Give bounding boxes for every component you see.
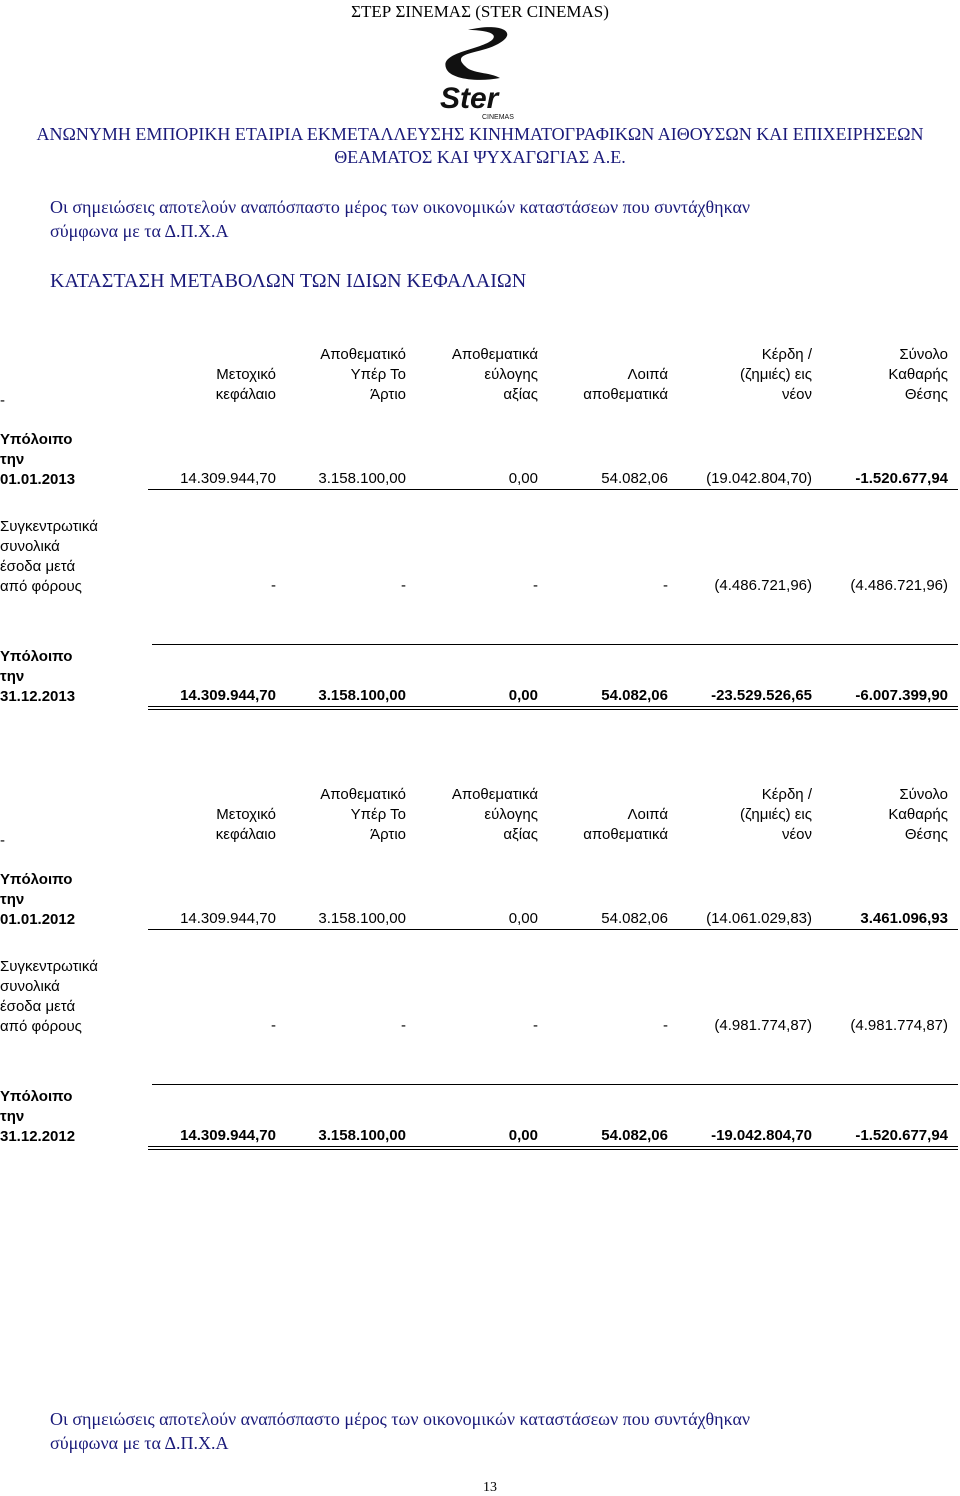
- value-cell: -: [271, 1017, 276, 1034]
- row-label-line: την: [0, 668, 25, 685]
- column-header-line: Καθαρής: [888, 366, 948, 383]
- row-label: [0, 1087, 75, 1147]
- value-cell: -: [401, 577, 406, 594]
- column-header-line: Λοιπά: [627, 806, 668, 823]
- row-label-line: συνολικά: [0, 978, 60, 995]
- row-dash-label: -: [0, 832, 5, 849]
- column-header-line: Λοιπά: [627, 366, 668, 383]
- column-header: [116, 805, 276, 845]
- row-label-line: την: [0, 1108, 25, 1125]
- column-header-line: Υπέρ Το: [350, 366, 406, 383]
- row-label: [0, 647, 75, 707]
- column-header-line: Άρτιο: [370, 826, 406, 843]
- value-cell: (14.061.029,83): [706, 910, 812, 927]
- column-header-line: αξίας: [503, 386, 538, 403]
- row-underline: [148, 929, 958, 930]
- column-header-line: κεφάλαιο: [215, 826, 276, 843]
- row-label: [0, 430, 75, 490]
- value-cell: 54.082,06: [601, 687, 668, 704]
- page-number: 13: [483, 1480, 497, 1495]
- row-dash-label: -: [0, 392, 5, 409]
- column-header-line: Σύνολο: [899, 346, 948, 363]
- column-header: [508, 805, 668, 845]
- value-cell: 0,00: [508, 910, 538, 927]
- notes-line: Οι σημειώσεις αποτελούν αναπόσπαστο μέρος των οικονομικών καταστάσεων που συντάχθηκαν: [50, 197, 751, 217]
- column-header: [652, 785, 812, 845]
- column-header-line: Υπέρ Το: [350, 806, 406, 823]
- statement-title: ΚΑΤΑΣΤΑΣΗ ΜΕΤΑΒΟΛΩΝ ΤΩΝ ΙΔΙΩΝ ΚΕΦΑΛΑΙΩΝ: [50, 270, 527, 292]
- column-header-line: Μετοχικό: [216, 806, 276, 823]
- value-cell: 3.158.100,00: [318, 470, 406, 487]
- column-header-line: Καθαρής: [888, 806, 948, 823]
- row-label-line: 31.12.2012: [0, 1128, 76, 1145]
- column-header-line: αξίας: [503, 826, 538, 843]
- value-cell: 0,00: [508, 470, 538, 487]
- value-cell: 3.461.096,93: [860, 910, 948, 927]
- total-double-underline: [148, 1146, 958, 1150]
- value-cell: 54.082,06: [601, 1127, 668, 1144]
- row-label-line: την: [0, 451, 25, 468]
- logo-subtext: CINEMAS: [482, 114, 514, 121]
- value-cell: 54.082,06: [601, 910, 668, 927]
- value-cell: (4.486.721,96): [850, 577, 948, 594]
- value-cell: 14.309.944,70: [180, 470, 276, 487]
- column-header-line: εύλογης: [484, 806, 538, 823]
- column-header: [246, 345, 406, 405]
- row-label-line: έσοδα μετά: [0, 998, 76, 1015]
- logo-wordmark: Ster: [440, 82, 499, 115]
- column-header-line: αποθεματικά: [583, 386, 668, 403]
- notes-disclaimer-bottom: [50, 1407, 910, 1455]
- column-header-line: Αποθεματικά: [451, 786, 538, 803]
- row-label-line: συνολικά: [0, 538, 60, 555]
- column-header-line: Κέρδη /: [761, 346, 812, 363]
- row-label-line: Υπόλοιπο: [0, 431, 73, 448]
- column-header: [378, 785, 538, 845]
- column-header: [652, 345, 812, 405]
- value-cell: -1.520.677,94: [855, 470, 948, 487]
- value-cell: 0,00: [508, 1127, 538, 1144]
- value-cell: 3.158.100,00: [318, 910, 406, 927]
- column-header-line: Μετοχικό: [216, 366, 276, 383]
- row-label: [0, 957, 98, 1037]
- column-header-line: Άρτιο: [370, 386, 406, 403]
- ster-cinemas-logo: [410, 22, 550, 122]
- value-cell: (4.981.774,87): [850, 1017, 948, 1034]
- column-header-line: Αποθεματικά: [451, 346, 538, 363]
- column-header-line: κεφάλαιο: [215, 386, 276, 403]
- company-full-name-line1: ΑΝΩΝΥΜΗ ΕΜΠΟΡΙΚΗ ΕΤΑΙΡΙΑ ΕΚΜΕΤΑΛΛΕΥΣΗΣ ΚΙΝΗΜΑΤΟΓΡΑΦΙΚΩΝ ΑΙΘΟΥΣΩΝ ΚΑΙ ΕΠΙΧΕΙΡΗΣΕΩΝ: [36, 124, 924, 144]
- value-cell: (19.042.804,70): [706, 470, 812, 487]
- value-cell: -: [663, 1017, 668, 1034]
- row-label-line: Συγκεντρωτικά: [0, 958, 98, 975]
- value-cell: -: [401, 1017, 406, 1034]
- value-cell: 14.309.944,70: [180, 687, 276, 704]
- value-cell: -: [663, 577, 668, 594]
- row-label-line: 31.12.2013: [0, 688, 76, 705]
- column-header-line: αποθεματικά: [583, 826, 668, 843]
- value-cell: 3.158.100,00: [318, 687, 406, 704]
- column-header-line: Κέρδη /: [761, 786, 812, 803]
- notes-line: Οι σημειώσεις αποτελούν αναπόσπαστο μέρος των οικονομικών καταστάσεων που συντάχθηκαν: [50, 1409, 751, 1429]
- company-full-name-line2: ΘΕΑΜΑΤΟΣ ΚΑΙ ΨΥΧΑΓΩΓΙΑΣ Α.Ε.: [334, 147, 626, 167]
- column-header-line: (ζημιές) εις: [740, 806, 812, 823]
- notes-disclaimer-top: [50, 195, 910, 243]
- column-header-line: Αποθεματικό: [320, 346, 406, 363]
- row-label-line: την: [0, 891, 25, 908]
- column-header: [378, 345, 538, 405]
- row-label-line: έσοδα μετά: [0, 558, 76, 575]
- column-header-line: Σύνολο: [899, 786, 948, 803]
- row-label-line: 01.01.2012: [0, 911, 76, 928]
- value-cell: 3.158.100,00: [318, 1127, 406, 1144]
- column-header: [116, 365, 276, 405]
- subtotal-line: [152, 1084, 958, 1085]
- column-header-line: Θέσης: [904, 386, 948, 403]
- column-header-line: (ζημιές) εις: [740, 366, 812, 383]
- row-label-line: Υπόλοιπο: [0, 871, 73, 888]
- column-header: [788, 785, 948, 845]
- value-cell: -: [271, 577, 276, 594]
- value-cell: (4.486.721,96): [714, 577, 812, 594]
- row-label: [0, 517, 98, 597]
- column-header: [788, 345, 948, 405]
- value-cell: 14.309.944,70: [180, 1127, 276, 1144]
- value-cell: -: [533, 1017, 538, 1034]
- column-header: [508, 365, 668, 405]
- column-header: [246, 785, 406, 845]
- value-cell: -1.520.677,94: [855, 1127, 948, 1144]
- value-cell: -: [533, 577, 538, 594]
- row-label-line: από φόρους: [0, 1018, 82, 1035]
- company-header: ΣΤΕΡ ΣΙΝΕΜΑΣ (STER CINEMAS): [351, 2, 609, 21]
- subtotal-line: [152, 644, 958, 645]
- row-label-line: από φόρους: [0, 578, 82, 595]
- value-cell: -19.042.804,70: [711, 1127, 812, 1144]
- row-label-line: Υπόλοιπο: [0, 648, 73, 665]
- value-cell: 14.309.944,70: [180, 910, 276, 927]
- row-underline: [148, 489, 958, 490]
- value-cell: 0,00: [508, 687, 538, 704]
- column-header-line: νέον: [781, 386, 812, 403]
- notes-line: σύμφωνα με τα Δ.Π.Χ.Α: [50, 1433, 229, 1453]
- notes-line: σύμφωνα με τα Δ.Π.Χ.Α: [50, 221, 229, 241]
- column-header-line: εύλογης: [484, 366, 538, 383]
- row-label-line: 01.01.2013: [0, 471, 76, 488]
- value-cell: (4.981.774,87): [714, 1017, 812, 1034]
- column-header-line: Θέσης: [904, 826, 948, 843]
- column-header-line: νέον: [781, 826, 812, 843]
- value-cell: -6.007.399,90: [855, 687, 948, 704]
- value-cell: 54.082,06: [601, 470, 668, 487]
- column-header-line: Αποθεματικό: [320, 786, 406, 803]
- row-label-line: Υπόλοιπο: [0, 1088, 73, 1105]
- row-label-line: Συγκεντρωτικά: [0, 518, 98, 535]
- row-label: [0, 870, 75, 930]
- value-cell: -23.529.526,65: [711, 687, 812, 704]
- total-double-underline: [148, 706, 958, 710]
